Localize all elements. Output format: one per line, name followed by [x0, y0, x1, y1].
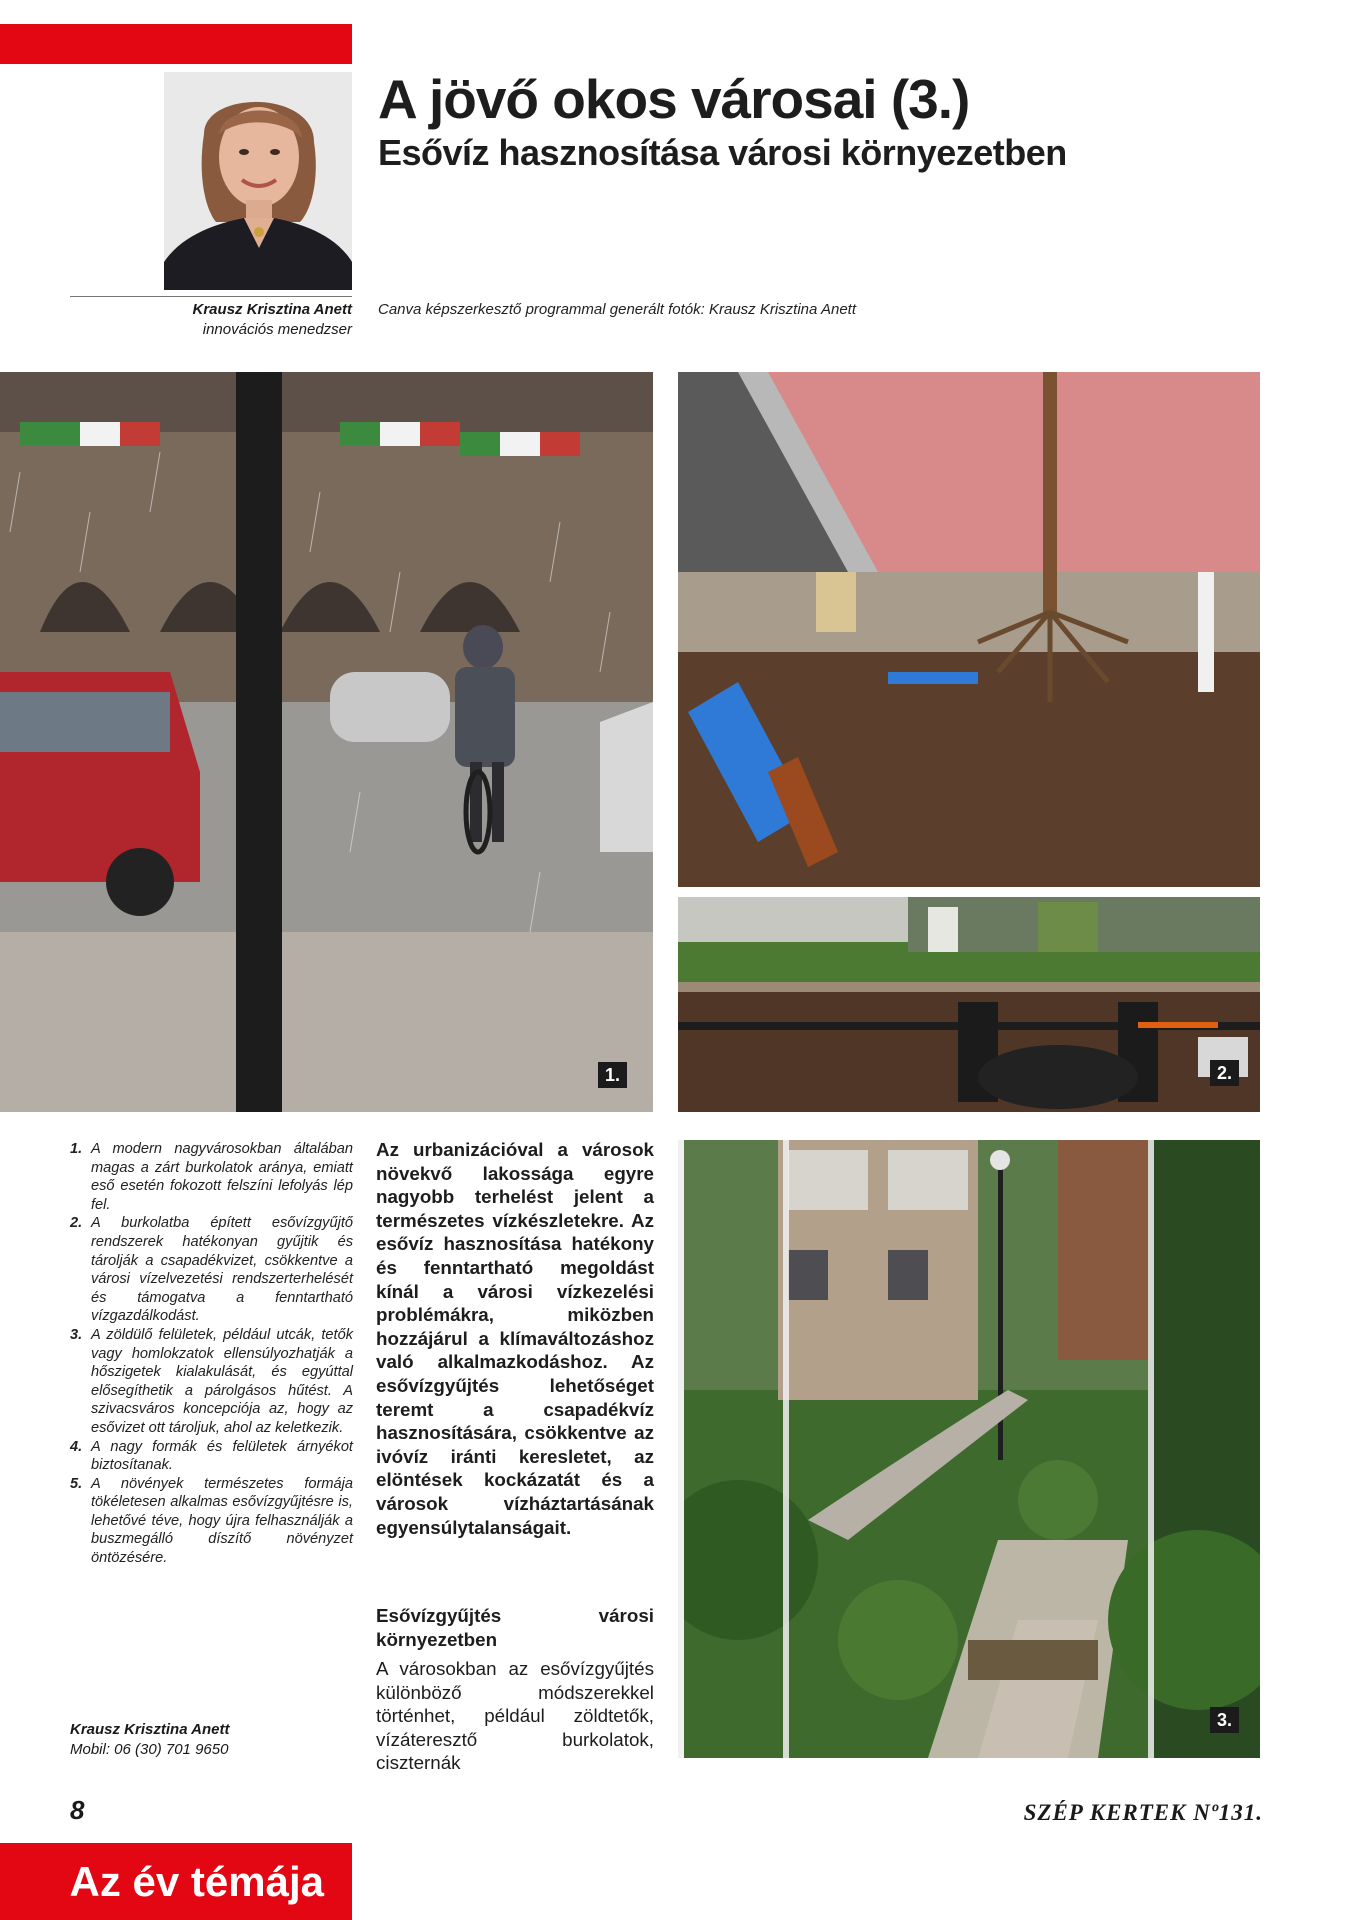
caption-text: A modern nagyvárosokban általában magas a zárt burkolatok aránya, emiatt eső esetén fokozott felszíni lefolyás lép fel.	[91, 1141, 353, 1213]
caption-4	[70, 1438, 353, 1475]
photo-number-3: 3.	[1210, 1707, 1239, 1733]
caption-2	[70, 1214, 353, 1326]
contact-name: Krausz Krisztina Anett	[70, 1721, 230, 1738]
magazine-issue: SZÉP KERTEK Nº131.	[1023, 1800, 1263, 1825]
photo-green-street	[678, 1140, 1260, 1758]
photo-captions	[70, 1140, 353, 1568]
article-intro: Az urbanizációval a városok növekvő lakossága egyre nagyobb terhelést jelent a természetes vízkészletekre. Az esővíz hasznosítása hatékony és fenntartható megoldást kínál a városi vízkezelési problémákra, miközben hozzájárul a klímaváltozáshoz való alkalmazkodáshoz. Az esővízgyűjtés lehetőséget teremt a csapadékvíz hasznosítására, csökkentve az ivóvíz iránti keresletet, az elöntések kockázatát és a városok vízháztartásának egyensúlytalanságait.	[376, 1139, 654, 1538]
green-street-image	[678, 1140, 1260, 1758]
page-number: 8	[70, 1795, 85, 1825]
caption-number: 4.	[70, 1438, 83, 1455]
caption-text: A burkolatba épített esővízgyűjtő rendszerek hatékonyan gyűjtik és tárolják a csapadékvizet, csökkentve a városi vízelvezetési rendszerterhelését és támogatva a fenntartható vízgazdálkodást.	[91, 1215, 353, 1325]
article-body: A városokban az esővízgyűjtés különböző módszerekkel történhet, például zöldtetők, vízáteresztő burkolatok, ciszternák	[376, 1658, 654, 1774]
photo-rainy-street	[0, 372, 653, 1112]
author-byline	[100, 300, 352, 340]
caption-number: 5.	[70, 1475, 83, 1492]
caption-text: A nagy formák és felületek árnyékot biztosítanak.	[91, 1438, 353, 1474]
section-heading: Esővízgyűjtés városi környezetben	[376, 1605, 654, 1650]
caption-number: 3.	[70, 1326, 83, 1343]
photo-credit: Canva képszerkesztő programmal generált fotók: Krausz Krisztina Anett	[378, 301, 856, 318]
caption-number: 1.	[70, 1141, 83, 1157]
caption-text: A növények természetes formája tökéletesen alkalmas esővízgyűjtésre is, lehetővé téve, hogy újra felhasználják a buszmegálló díszítő növényzet öntözésére.	[91, 1475, 353, 1567]
caption-number: 2.	[70, 1215, 83, 1232]
photo-number-2: 2.	[1210, 1060, 1239, 1086]
drainage-cross-section-image	[678, 372, 1260, 887]
author-portrait	[164, 72, 352, 290]
underground-cistern-image	[678, 897, 1260, 1112]
contact-phone: Mobil: 06 (30) 701 9650	[70, 1741, 229, 1758]
author-contact	[70, 1720, 353, 1760]
caption-text: A zöldülő felületek, például utcák, tetők vagy homlokzatok ellensúlyozhatják a hőszigetek kialakulását, és egyúttal elősegíthetik a párolgásos hűtést. A szivacsváros koncepciója az, hogy az esővizet ott tároljuk, ahol az keletkezik.	[91, 1326, 353, 1436]
photo-number-1: 1.	[598, 1062, 627, 1088]
photo-underground-cistern	[678, 897, 1260, 1112]
page-subtitle: Esővíz hasznosítása városi környezetben	[378, 132, 1067, 173]
section-tag: Az év témája	[0, 1843, 352, 1920]
caption-1	[70, 1140, 353, 1214]
page-title: A jövő okos városai (3.)	[378, 68, 970, 130]
header-red-bar	[0, 24, 352, 64]
author-portrait-image	[164, 72, 352, 290]
photo-drainage-cross-section	[678, 372, 1260, 887]
author-role: innovációs menedzser	[202, 321, 352, 338]
author-name: Krausz Krisztina Anett	[192, 301, 352, 318]
caption-5	[70, 1475, 353, 1568]
caption-3	[70, 1326, 353, 1438]
rainy-street-image	[0, 372, 653, 1112]
author-divider	[70, 296, 352, 297]
